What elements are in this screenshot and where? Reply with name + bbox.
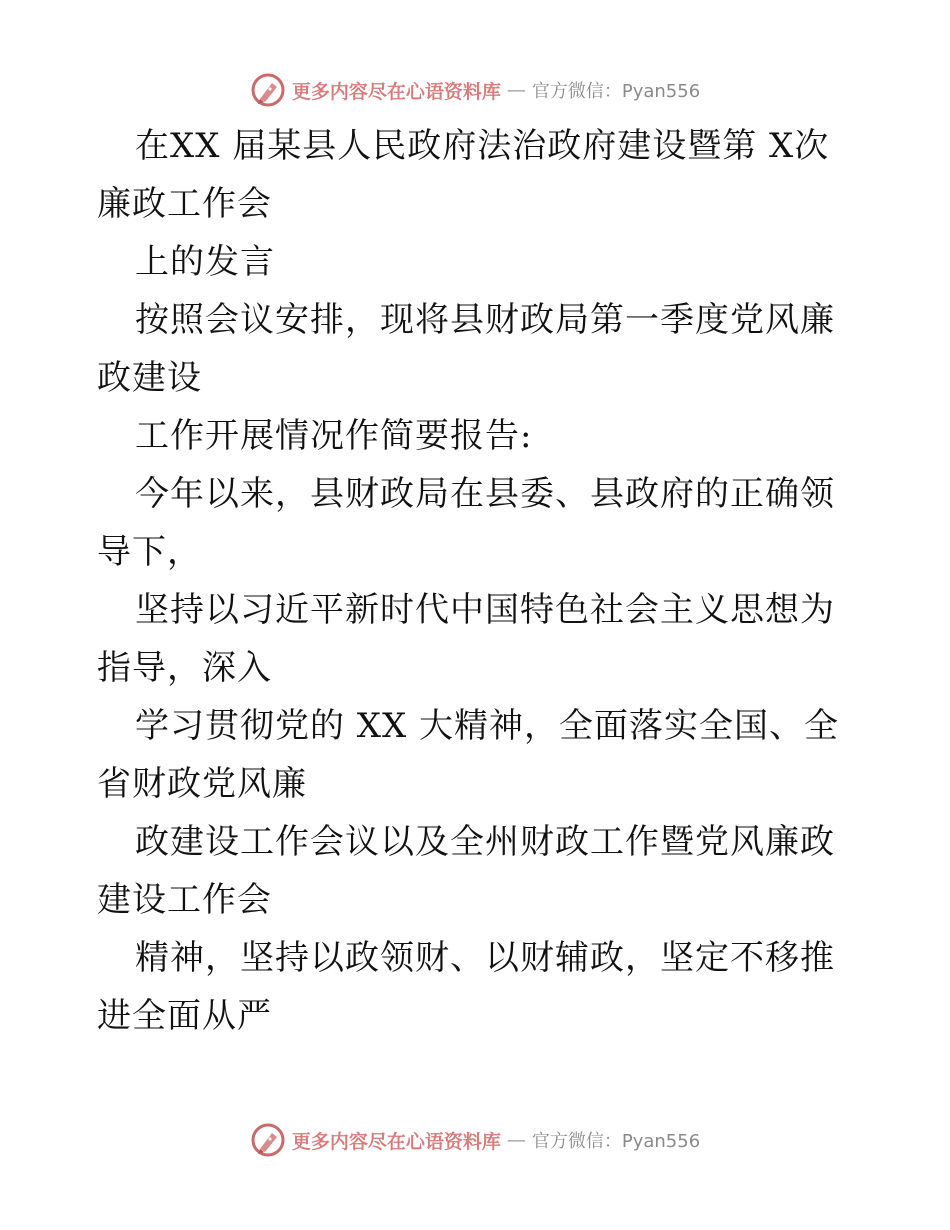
paragraph: 精神，坚持以政领财、以财辅政，坚定不移推进全面从严 [97,938,835,1036]
paragraph: 学习贯彻党的 XX 大精神，全面落实全国、全省财政党风廉 [97,706,840,804]
watermark-wechat-text: 官方微信：Pyan556 [531,1131,701,1152]
pen-nib-circle-icon [250,1122,286,1158]
paragraph: 今年以来，县财政局在县委、县政府的正确领导下， [97,474,835,572]
watermark-site-text: 更多内容尽在心语资料库 [291,80,501,103]
paragraph: 坚持以习近平新时代中国特色社会主义思想为指导，深入 [97,590,835,688]
paragraph: 按照会议安排，现将县财政局第一季度党风廉政建设 [97,300,835,398]
header-watermark [0,70,950,110]
watermark-dash: — [506,79,526,101]
document-body [97,117,854,1045]
pen-nib-circle-icon [250,72,286,108]
paragraph-subtitle: 上的发言 [135,242,275,282]
paragraph-title: 在XX 届某县人民政府法治政府建设暨第 X次廉政工作会 [97,126,830,224]
paragraph: 政建设工作会议以及全州财政工作暨党风廉政建设工作会 [97,822,835,920]
footer-watermark [0,1120,950,1160]
watermark-wechat-text: 官方微信：Pyan556 [531,81,701,102]
watermark-site-text: 更多内容尽在心语资料库 [291,1130,501,1153]
watermark-dash: — [506,1129,526,1151]
paragraph: 工作开展情况作简要报告: [135,416,533,456]
